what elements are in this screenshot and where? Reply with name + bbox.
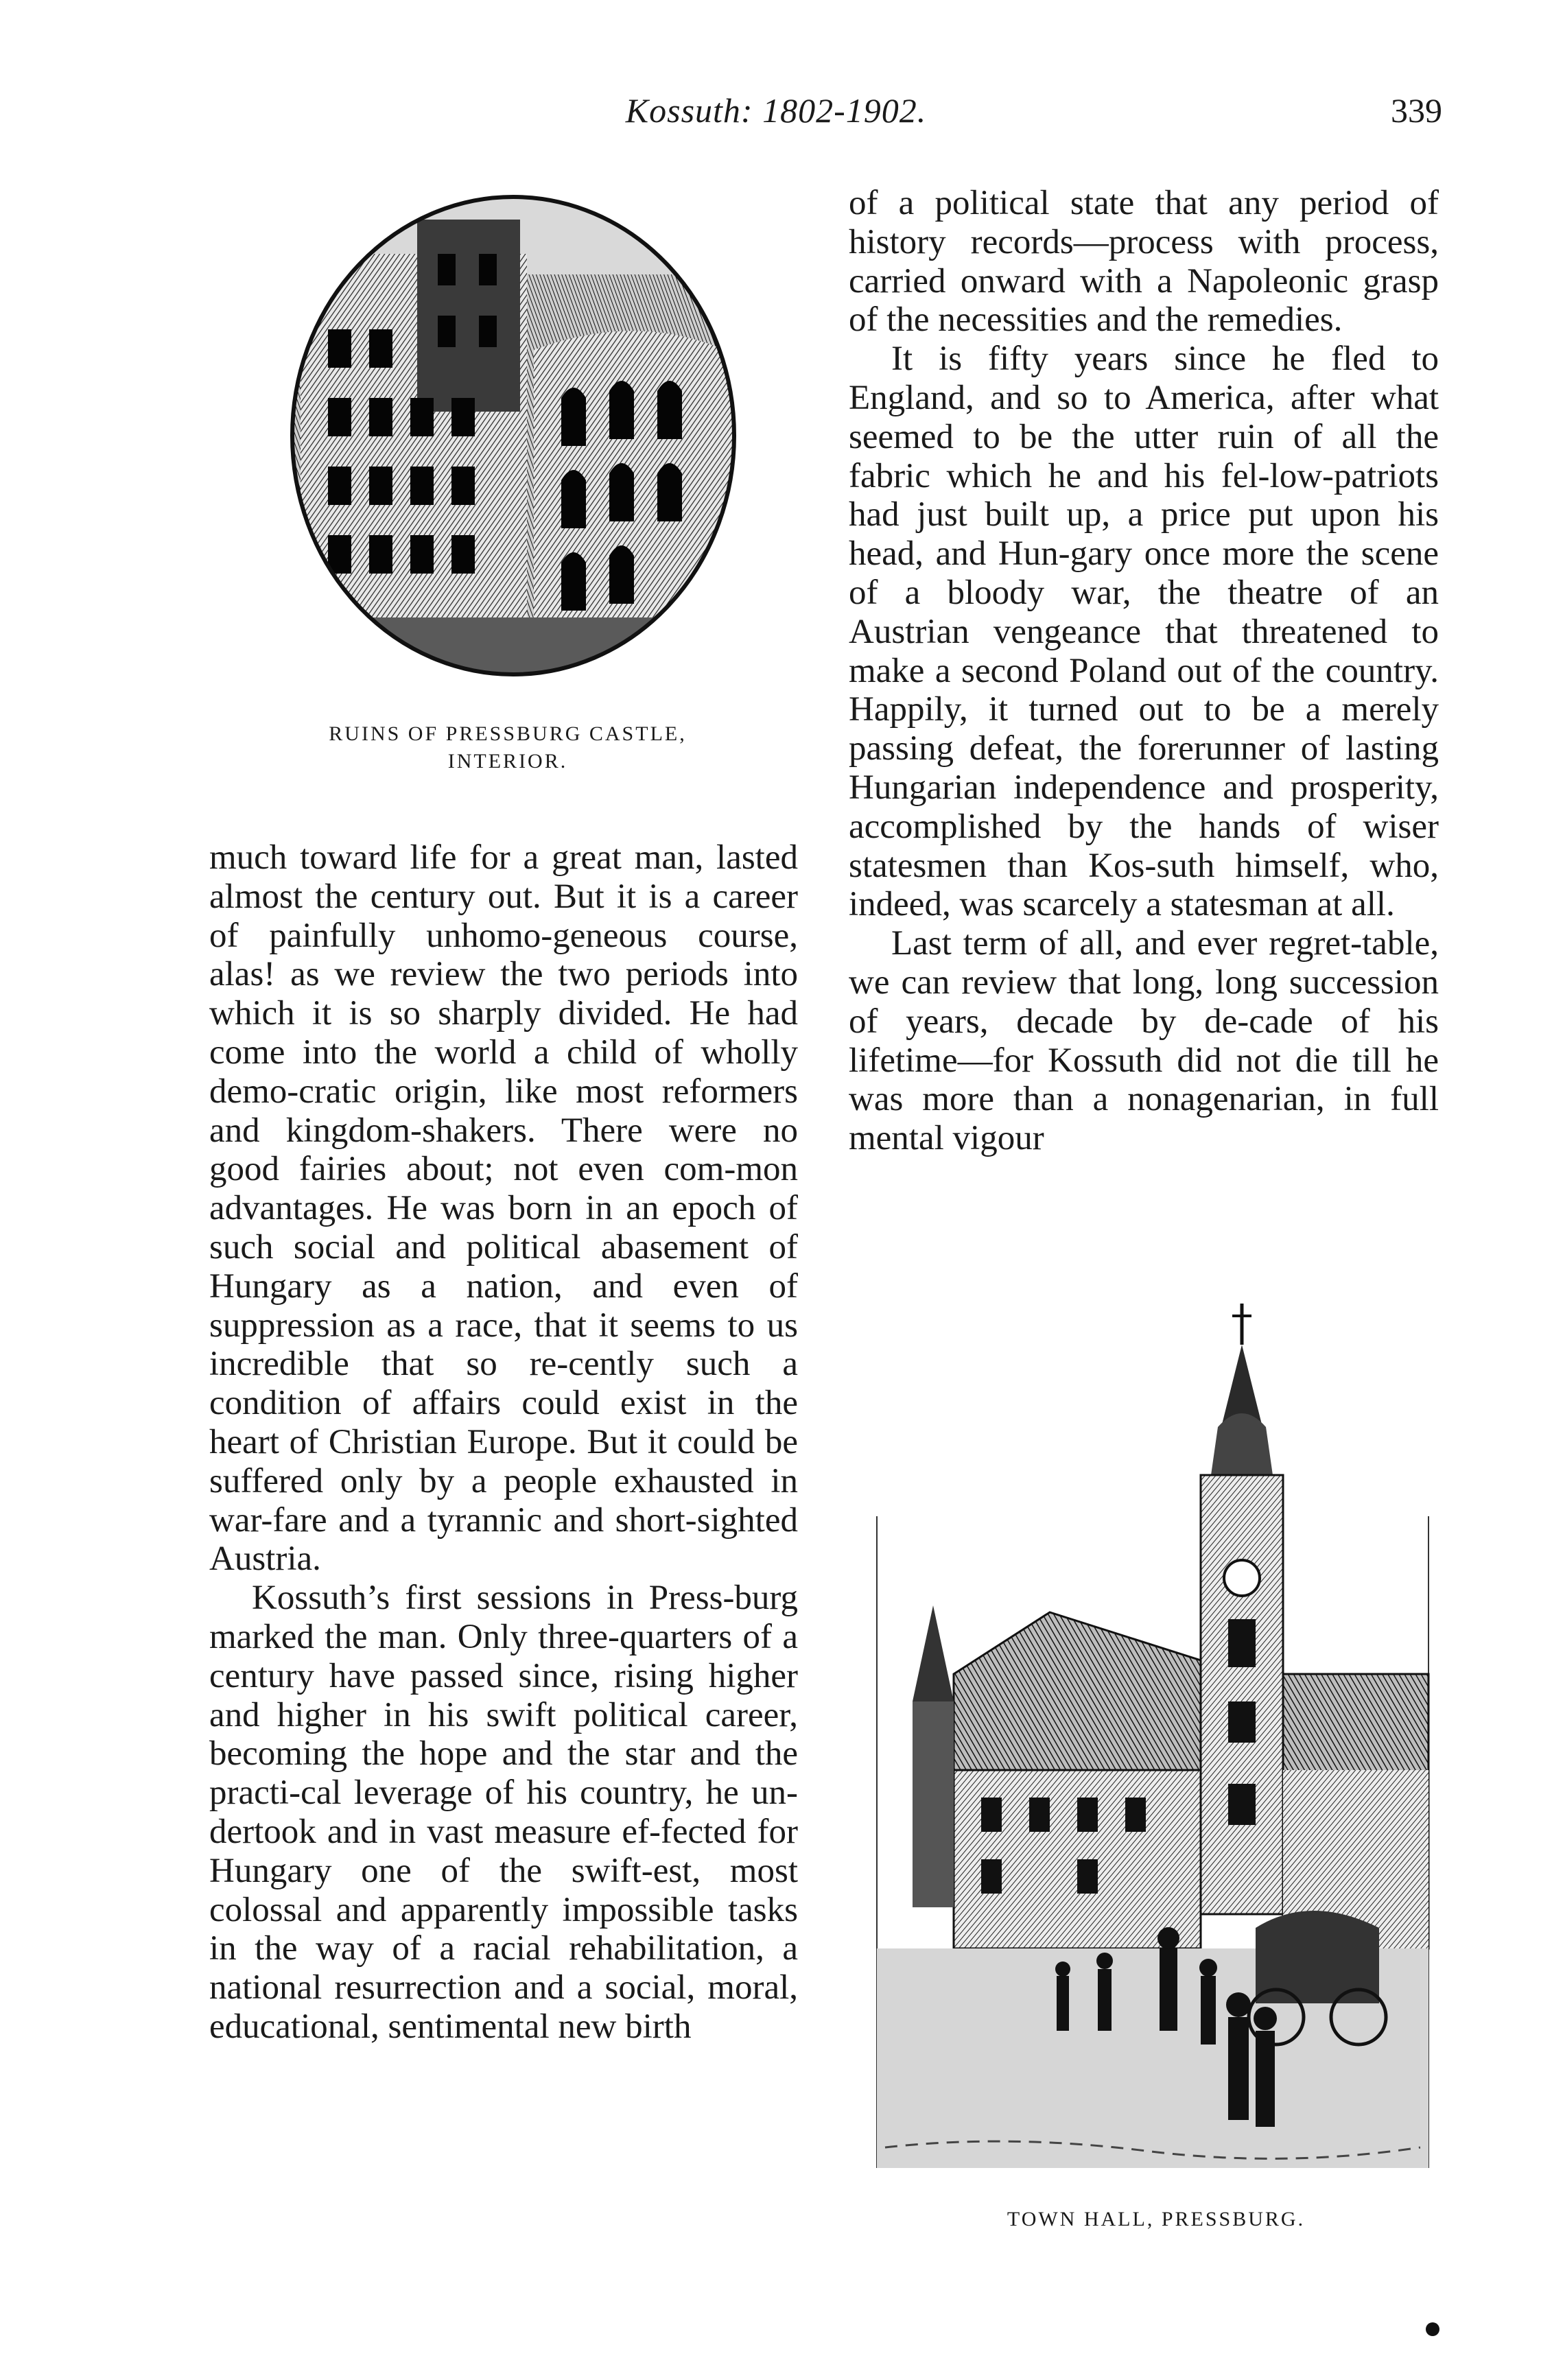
left-paragraph-1: much toward life for a great man, lasted almost the century out. But it is a career of painfully unhomo-geneous course, alas! as we review the two periods into which it is so sharply divided. He had come into the world a child of wholly demo-cratic origin, like most reformers and kingdom-shakers. There were no good fairies about; not even com-mon advantages. He was born in an epoch of such social and political abasement of Hungary as a nation, and even of suppression as a race, that it seems to us incredible that so re-cently such a condition of affairs could exist in the heart of Christian Europe. But it could be suffered only by a people exhausted in war-fare and a tyrannic and short-sighted Austria. xyxy=(209,838,798,1579)
right-paragraph-3: Last term of all, and ever regret-table, we can review that long, long succession of years, decade by de-cade of his lifetime—for Kossuth did not die till he was more than a nonagenarian, in full mental vigour xyxy=(849,924,1439,1158)
right-column xyxy=(849,184,1439,1158)
left-column xyxy=(209,838,798,2047)
castle-caption-line2: INTERIOR. xyxy=(447,750,568,773)
right-paragraph-1: of a political state that any period of history records—process with process, carried onward with a Napoleonic grasp of the necessities and the remedies. xyxy=(849,184,1439,340)
page-number: 339 xyxy=(1391,91,1442,130)
right-paragraph-2: It is fifty years since he fled to England, and so to America, after what seemed to be the utter ruin of all the fabric which he and his fel-low-patriots had just built up, a price put upon his head, and Hun-gary once more the scene of a bloody war, the theatre of an Austrian vengeance that threatened to make a second Poland out of the country. Happily, it turned out to be a merely passing defeat, the forerunner of lasting Hungarian independence and prosperity, accomplished by the hands of wiser statesmen than Kos-suth himself, who, indeed, was scarcely a statesman at all. xyxy=(849,340,1439,924)
castle-caption xyxy=(254,720,762,775)
castle-caption-line1: RUINS OF PRESSBURG CASTLE, xyxy=(329,722,687,745)
running-title: Kossuth: 1802-1902. xyxy=(625,91,927,130)
ink-mark xyxy=(1426,2322,1439,2336)
castle-ruins-illustration xyxy=(287,192,740,679)
town-hall-illustration xyxy=(871,1290,1434,2175)
left-paragraph-2: Kossuth’s first sessions in Press-burg marked the man. Only three-quarters of a century have passed since, rising higher and higher in his swift political career, becoming the hope and the star and the practi-cal leverage of his country, he un-dertook and in vast measure ef-fected for Hungary one of the swift-est, most colossal and apparently impossible tasks in the way of a racial rehabilitation, a national resurrection and a social, moral, educational, sentimental new birth xyxy=(209,1579,798,2046)
town-hall-caption: TOWN HALL, PRESSBURG. xyxy=(1007,2208,1306,2230)
